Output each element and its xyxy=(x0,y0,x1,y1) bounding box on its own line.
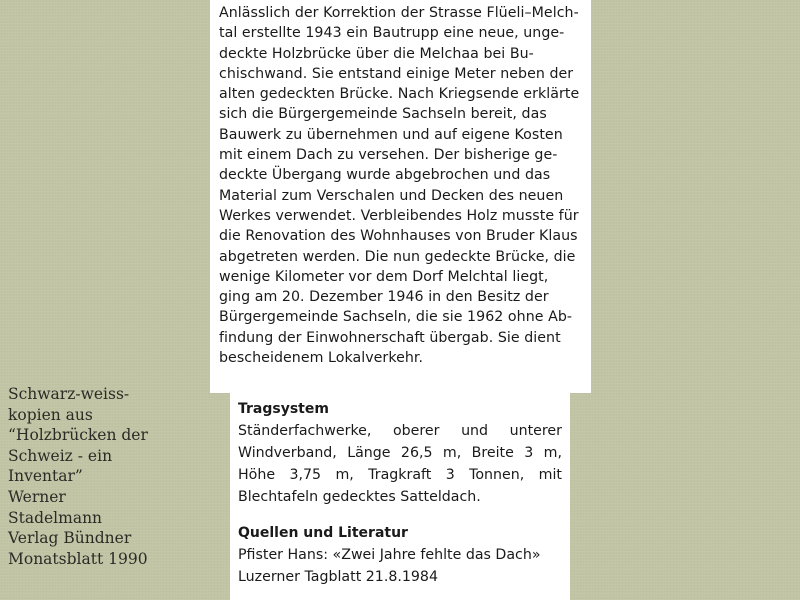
main-text-clipping xyxy=(210,0,591,393)
main-text-line: Werkes verwendet. Verbleibendes Holz musste für xyxy=(219,207,579,224)
quellen-heading: Quellen und Literatur xyxy=(238,525,408,541)
main-text-line: mit einem Dach zu versehen. Der bisherige ge- xyxy=(219,147,558,164)
caption-line: Monatsblatt 1990 xyxy=(8,549,148,568)
source-caption xyxy=(8,384,178,569)
facts-clipping xyxy=(230,393,570,600)
tragsystem-line: Windverband, Länge 26,5 m, Breite 3 m, xyxy=(238,445,562,461)
main-text-line: deckte Übergang wurde abgebrochen und das xyxy=(219,167,551,184)
quellen-line: Pfister Hans: «Zwei Jahre fehlte das Dach» xyxy=(238,547,541,563)
tragsystem-line: Höhe 3,75 m, Tragkraft 3 Tonnen, mit xyxy=(238,467,562,483)
tragsystem-line: Ständerfachwerke, oberer und unterer xyxy=(238,423,562,439)
main-text-line: abgetreten werden. Die nun gedeckte Brücke, die xyxy=(219,248,576,265)
main-text-line: die Renovation des Wohnhauses von Bruder Klaus xyxy=(219,228,578,245)
tragsystem-line: Blechtafeln gedecktes Satteldach. xyxy=(238,489,481,505)
main-text-line: Material zum Verschalen und Decken des neuen xyxy=(219,187,564,204)
quellen-line: Luzerner Tagblatt 21.8.1984 xyxy=(238,569,438,585)
main-text-line: tal erstellte 1943 ein Bautrupp eine neue, unge- xyxy=(219,25,565,42)
main-text-line: Anlässlich der Korrektion der Strasse Flüeli–Melch- xyxy=(219,5,579,21)
section-spacer xyxy=(238,508,562,522)
main-text-line: findung der Einwohnerschaft übergab. Sie dient xyxy=(219,329,561,346)
main-text-line: ging am 20. Dezember 1946 in den Besitz der xyxy=(219,289,549,306)
caption-line: Werner xyxy=(8,487,66,506)
main-text-line: wenige Kilometer vor dem Dorf Melchtal liegt, xyxy=(219,268,549,285)
caption-line: kopien aus xyxy=(8,405,93,424)
caption-line: Schweiz - ein xyxy=(8,446,113,465)
main-text-line: deckte Holzbrücke über die Melchaa bei Bu- xyxy=(219,45,534,62)
tragsystem-heading: Tragsystem xyxy=(238,401,329,417)
main-text-line: alten gedeckten Brücke. Nach Kriegsende erklärte xyxy=(219,86,580,103)
main-text-line: sich die Bürgergemeinde Sachseln bereit, das xyxy=(219,106,547,123)
main-text-line: bescheidenem Lokalverkehr. xyxy=(219,350,424,367)
main-text-line: Bauwerk zu übernehmen und auf eigene Kosten xyxy=(219,126,563,143)
caption-line: Inventar” xyxy=(8,467,83,486)
caption-line: Schwarz-weiss- xyxy=(8,385,130,403)
caption-line: Stadelmann xyxy=(8,508,103,527)
caption-line: Verlag Bündner xyxy=(8,529,132,548)
caption-line: “Holzbrücken der xyxy=(8,426,148,445)
main-text-line: chischwand. Sie entstand einige Meter neben der xyxy=(219,65,574,82)
main-text-line: Bürgergemeinde Sachseln, die sie 1962 ohne Ab- xyxy=(219,309,573,326)
